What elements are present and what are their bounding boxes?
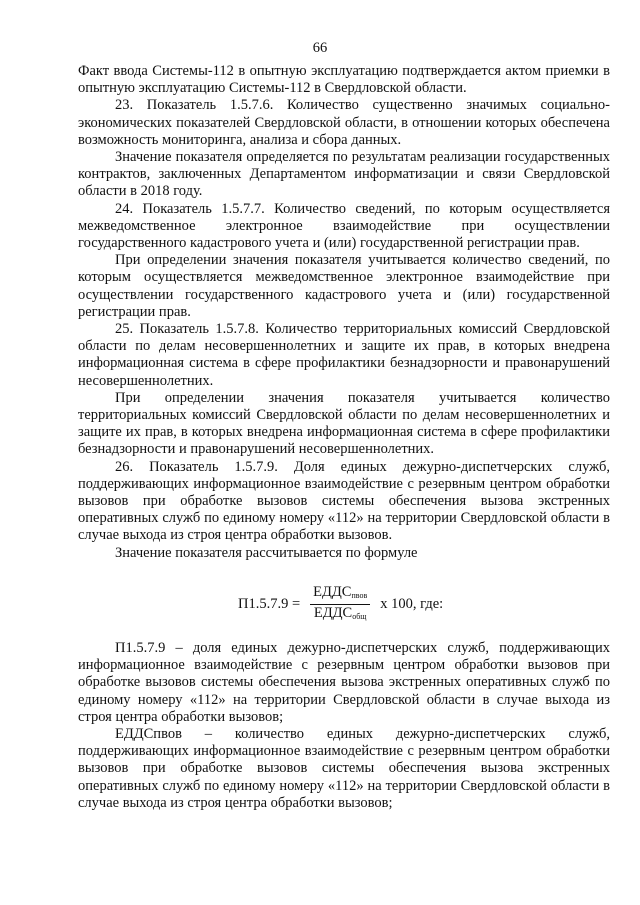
paragraph: П1.5.7.9 – доля единых дежурно-диспетчерских служб, поддерживающих информационное взаимодействие с резервным центром обработки вызовов при обработке вызовов системы обеспечения вызова экстренных оперативных служб по единому номеру «112» на территории Свердловской области в случае выхода из строя центра обработки вызовов; <box>78 639 610 725</box>
formula <box>238 584 443 625</box>
formula-block <box>78 562 610 640</box>
paragraph: Значение показателя рассчитывается по формуле <box>115 544 418 561</box>
formula-fraction <box>310 584 370 625</box>
denominator-subscript: общ <box>352 611 367 621</box>
paragraph: При определении значения показателя учитывается количество сведений, по которым осуществляется межведомственное электронное взаимодействие при осуществлении государственного кадастрового учета и (или) государственной регистрации прав. <box>78 252 610 320</box>
formula-denominator <box>311 605 370 625</box>
paragraph: ЕДДСпвов – количество единых дежурно-диспетчерских служб, поддерживающих информационное взаимодействие с резервным центром обработки вызовов при обработке вызовов системы обеспечения вызова экстренных оперативных служб по единому номеру «112» на территории Свердловской области в случае выхода из строя центра обработки вызовов; <box>78 725 610 811</box>
numerator-subscript: пвов <box>351 590 368 600</box>
paragraphs-top <box>78 63 610 562</box>
document-body <box>78 63 610 812</box>
paragraph: Значение показателя определяется по результатам реализации государственных контрактов, заключенных Департаментом информатизации и связи Свердловской области в 2018 году. <box>78 149 610 200</box>
paragraphs-bottom <box>78 640 610 812</box>
paragraph: 25. Показатель 1.5.7.8. Количество территориальных комиссий Свердловской области по делам несовершеннолетних и защите их прав, в которых внедрена информационная система в сфере профилактики безнадзорности и правонарушений несовершеннолетних. <box>78 321 610 389</box>
paragraph: 24. Показатель 1.5.7.7. Количество сведений, по которым осуществляется межведомственное электронное взаимодействие при осуществлении государственного кадастрового учета и (или) государственной регистрации прав. <box>78 200 610 252</box>
numerator-main: ЕДДС <box>313 583 352 600</box>
formula-lhs: П1.5.7.9 = <box>238 595 301 612</box>
paragraph: Факт ввода Системы-112 в опытную эксплуатацию подтверждается актом приемки в опытную эксплуатацию Системы-112 в Свердловской области. <box>78 63 610 97</box>
paragraph: 23. Показатель 1.5.7.6. Количество существенно значимых социально-экономических показателей Свердловской области, в отношении которых обеспечена возможность мониторинга, анализа и сбора данных. <box>78 97 610 148</box>
denominator-main: ЕДДС <box>313 604 353 621</box>
paragraph: 26. Показатель 1.5.7.9. Доля единых дежурно-диспетчерских служб, поддерживающих информационное взаимодействие с резервным центром обработки вызовов при обработке вызовов системы обеспечения вызова экстренных оперативных служб по единому номеру «112» на территории Свердловской области в случае выхода из строя центра обработки вызовов. <box>78 458 610 544</box>
page-number: 66 <box>312 40 328 56</box>
paragraph: При определении значения показателя учитывается количество территориальных комиссий Свердловской области по делам несовершеннолетних и защите их прав, в которых внедрена информационная система в сфере профилактики безнадзорности и правонарушений несовершеннолетних. <box>78 389 610 458</box>
formula-numerator <box>310 584 370 605</box>
formula-rhs: x 100, где: <box>380 595 444 612</box>
